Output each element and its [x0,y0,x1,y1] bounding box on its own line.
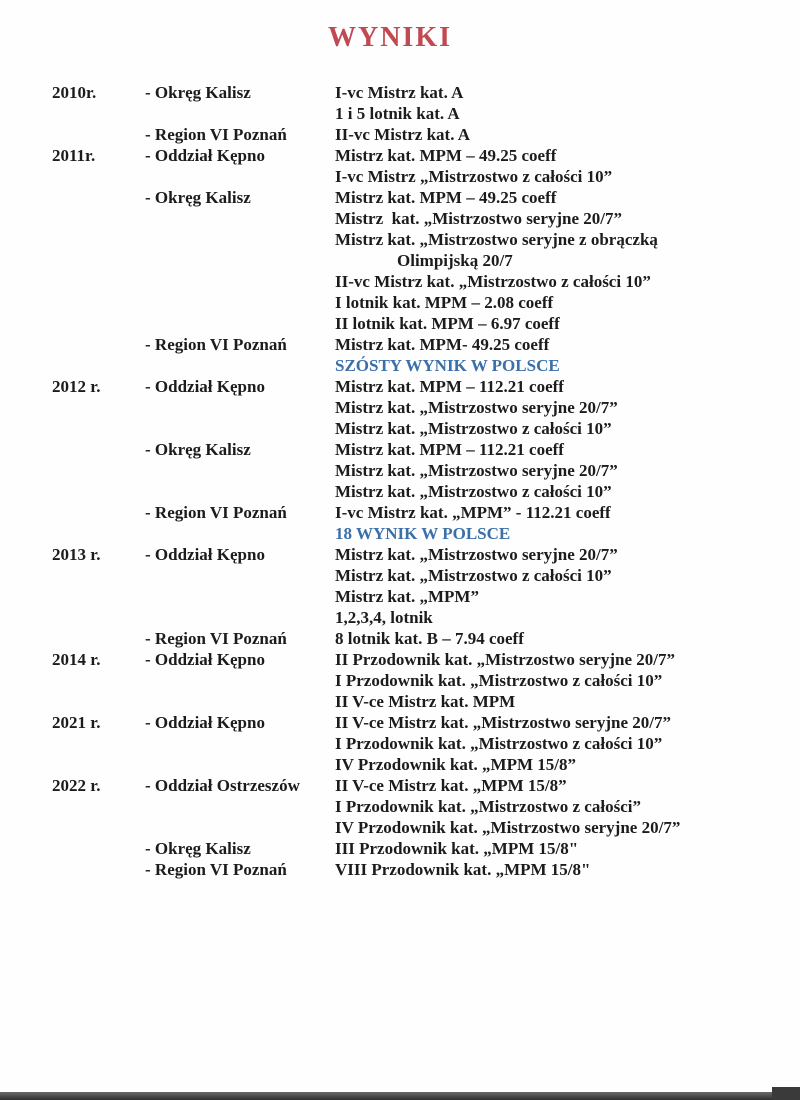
year-cell: 2013 r. [52,545,101,564]
org-cell: - Region VI Poznań [145,860,287,879]
org-cell [145,397,335,418]
org-cell: - Oddział Ostrzeszów [145,776,300,795]
org-cell [145,271,335,292]
result-cell: II Przodownik kat. „Mistrzostwo seryjne 20/7” [335,650,675,669]
org-cell [145,313,335,334]
year-cell [52,838,145,859]
result-row [52,82,792,103]
org-cell [145,733,335,754]
year-cell [52,271,145,292]
result-cell: Mistrz kat. „Mistrzostwo seryjne z obrączką [335,230,658,249]
result-row [52,229,792,250]
result-row [52,502,792,523]
org-cell [145,817,335,838]
org-cell: - Oddział Kępno [145,146,265,165]
year-cell [52,313,145,334]
year-cell [52,481,145,502]
org-cell [145,208,335,229]
year-cell [52,460,145,481]
result-row [52,334,792,355]
result-row [52,733,792,754]
result-cell: I-vc Mistrz „Mistrzostwo z całości 10” [335,167,613,186]
result-cell: Mistrz kat. MPM – 49.25 coeff [335,188,557,207]
result-row [52,376,792,397]
result-row [52,775,792,796]
org-cell: - Okręg Kalisz [145,83,251,102]
result-cell: II V-ce Mistrz kat. „Mistrzostwo seryjne 20/7” [335,713,671,732]
year-cell [52,229,145,250]
year-cell [52,586,145,607]
result-row [52,145,792,166]
org-cell [145,670,335,691]
result-row [52,586,792,607]
year-cell [52,355,145,376]
org-cell: - Oddział Kępno [145,545,265,564]
result-cell: I Przodownik kat. „Mistrzostwo z całości” [335,797,641,816]
result-cell: 18 WYNIK W POLSCE [335,524,511,543]
result-row [52,397,792,418]
year-cell: 2021 r. [52,713,101,732]
year-cell [52,607,145,628]
result-row [52,124,792,145]
result-row [52,796,792,817]
result-row [52,271,792,292]
org-cell: - Region VI Poznań [145,503,287,522]
year-cell [52,628,145,649]
org-cell: - Okręg Kalisz [145,188,251,207]
result-cell: IV Przodownik kat. „MPM 15/8” [335,755,576,774]
year-cell [52,754,145,775]
result-row [52,691,792,712]
result-row [52,166,792,187]
year-cell [52,250,145,271]
year-cell [52,565,145,586]
result-row [52,460,792,481]
year-cell: 2010r. [52,83,97,102]
year-cell [52,187,145,208]
result-cell: Mistrz kat. MPM – 112.21 coeff [335,377,564,396]
result-row [52,103,792,124]
org-cell: - Region VI Poznań [145,629,287,648]
org-cell: - Okręg Kalisz [145,440,251,459]
results-list [52,82,792,880]
result-row [52,628,792,649]
result-cell: II-vc Mistrz kat. A [335,125,471,144]
result-cell: Mistrz kat. „Mistrzostwo seryjne 20/7” [335,209,623,228]
result-cell: II V-ce Mistrz kat. MPM [335,692,516,711]
org-cell: - Oddział Kępno [145,713,265,732]
result-row [52,838,792,859]
year-cell [52,166,145,187]
org-cell [145,418,335,439]
result-cell: Olimpijską 20/7 [397,251,513,270]
year-cell [52,292,145,313]
org-cell: - Oddział Kępno [145,377,265,396]
result-cell: Mistrz kat. MPM – 112.21 coeff [335,440,564,459]
org-cell: - Region VI Poznań [145,335,287,354]
year-cell [52,397,145,418]
result-row [52,292,792,313]
result-row [52,544,792,565]
org-cell [145,229,335,250]
year-cell [52,208,145,229]
result-cell: 8 lotnik kat. B – 7.94 coeff [335,629,524,648]
org-cell [145,292,335,313]
result-cell: III Przodownik kat. „MPM 15/8" [335,839,579,858]
org-cell: - Region VI Poznań [145,125,287,144]
result-row [52,712,792,733]
org-cell [145,754,335,775]
year-cell [52,439,145,460]
year-cell: 2011r. [52,146,96,165]
result-row [52,523,792,544]
org-cell: - Oddział Kępno [145,650,265,669]
org-cell [145,103,335,124]
result-row [52,355,792,376]
result-row [52,208,792,229]
result-cell: VIII Przodownik kat. „MPM 15/8" [335,860,591,879]
year-cell [52,733,145,754]
result-cell: Mistrz kat. MPM – 49.25 coeff [335,146,557,165]
result-row [52,859,792,880]
result-row [52,607,792,628]
result-cell: I-vc Mistrz kat. „MPM” - 112.21 coeff [335,503,611,522]
result-row [52,439,792,460]
year-cell [52,859,145,880]
org-cell [145,691,335,712]
year-cell [52,817,145,838]
org-cell [145,565,335,586]
result-cell: I lotnik kat. MPM – 2.08 coeff [335,293,554,312]
org-cell [145,523,335,544]
result-cell: I Przodownik kat. „Mistrzostwo z całości 10” [335,671,663,690]
result-cell: Mistrz kat. MPM- 49.25 coeff [335,335,550,354]
org-cell [145,355,335,376]
year-cell: 2014 r. [52,650,101,669]
result-row [52,670,792,691]
org-cell [145,481,335,502]
result-row [52,418,792,439]
result-cell: Mistrz kat. „Mistrzostwo seryjne 20/7” [335,461,618,480]
result-cell: Mistrz kat. „Mistrzostwo z całości 10” [335,482,612,501]
result-cell: Mistrz kat. „Mistrzostwo z całości 10” [335,566,612,585]
result-row [52,481,792,502]
result-cell: Mistrz kat. „Mistrzostwo z całości 10” [335,419,612,438]
result-cell: I Przodownik kat. „Mistrzostwo z całości 10” [335,734,663,753]
year-cell [52,502,145,523]
org-cell [145,796,335,817]
result-row [52,313,792,334]
result-cell: IV Przodownik kat. „Mistrzostwo seryjne 20/7” [335,818,681,837]
result-cell: Mistrz kat. „Mistrzostwo seryjne 20/7” [335,398,618,417]
year-cell [52,796,145,817]
result-row [52,250,792,271]
result-row [52,565,792,586]
year-cell [52,691,145,712]
result-cell: 1,2,3,4, lotnik [335,608,433,627]
org-cell [145,607,335,628]
result-cell: 1 i 5 lotnik kat. A [335,104,460,123]
org-cell [145,586,335,607]
result-cell: SZÓSTY WYNIK W POLSCE [335,356,560,375]
year-cell [52,103,145,124]
year-cell [52,523,145,544]
result-row [52,754,792,775]
org-cell [145,460,335,481]
year-cell: 2012 r. [52,377,101,396]
scan-edge-notch [772,1087,800,1100]
org-cell [145,166,335,187]
result-row [52,817,792,838]
year-cell [52,124,145,145]
result-cell: Mistrz kat. „Mistrzostwo seryjne 20/7” [335,545,618,564]
result-cell: Mistrz kat. „MPM” [335,587,479,606]
year-cell [52,670,145,691]
year-cell: 2022 r. [52,776,101,795]
result-cell: II lotnik kat. MPM – 6.97 coeff [335,314,560,333]
result-row [52,649,792,670]
org-cell [145,250,335,271]
year-cell [52,418,145,439]
result-cell: I-vc Mistrz kat. A [335,83,464,102]
org-cell: - Okręg Kalisz [145,839,251,858]
page-title: WYNIKI [327,22,452,53]
result-row [52,187,792,208]
result-cell: II V-ce Mistrz kat. „MPM 15/8” [335,776,567,795]
scan-edge-bar [0,1092,800,1100]
year-cell [52,334,145,355]
result-cell: II-vc Mistrz kat. „Mistrzostwo z całości 10” [335,272,651,291]
